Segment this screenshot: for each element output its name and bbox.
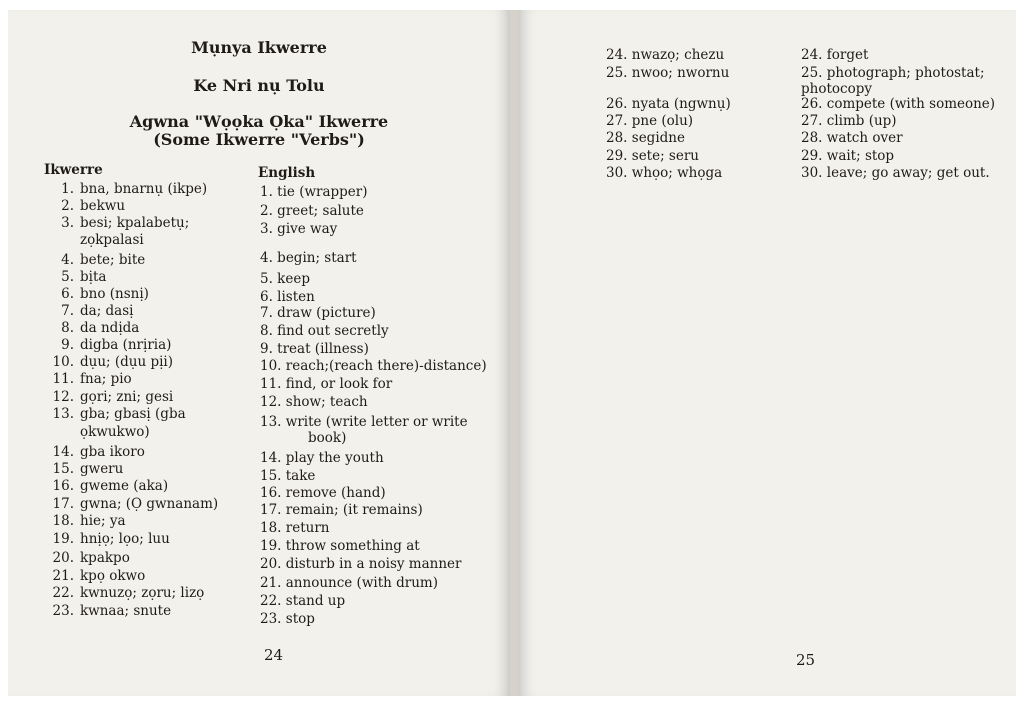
entry-number: 1. (61, 181, 74, 197)
ikwerre-entry (48, 303, 133, 319)
entry-text: bna, bnarnụ (ikpe) (80, 181, 208, 197)
column-header-ikwerre: Ikwerre (44, 162, 103, 178)
english-entry: 9. treat (illness) (260, 341, 369, 357)
ikwerre-entry (48, 286, 149, 302)
ikwerre-entry (48, 531, 170, 547)
page-subtitle: Ke Nri nụ Tolu (193, 76, 325, 95)
entry-number: 22. (52, 585, 74, 601)
english-entry: 23. stop (260, 611, 315, 627)
ikwerre-entry: 26. nyata (ngwnụ) (606, 96, 731, 112)
ikwerre-entry: 30. whọo; whọga (606, 165, 723, 181)
entry-text: gweme (aka) (80, 478, 169, 494)
english-entry: 24. forget (801, 47, 869, 63)
entry-number: 21. (52, 568, 74, 584)
entry-number: 17. (52, 496, 74, 512)
ikwerre-entry (48, 337, 171, 353)
english-entry: 11. find, or look for (260, 376, 393, 392)
ikwerre-entry: 24. nwazọ; chezu (606, 47, 725, 63)
section-subheading: (Some Ikwerre "Verbs") (153, 130, 365, 149)
english-entry: 19. throw something at (260, 538, 420, 554)
entry-text: digba (nrịria) (80, 337, 172, 353)
english-entry: 2. greet; salute (260, 203, 364, 219)
right-page (518, 10, 1016, 696)
section-heading: Agwna "Wọọka Ọka" Ikwerre (129, 112, 389, 131)
entry-text: da; dasị (80, 303, 134, 319)
english-entry: 28. watch over (801, 130, 903, 146)
entry-number: 23. (52, 603, 74, 619)
entry-number: 8. (61, 320, 74, 336)
entry-number: 7. (61, 303, 74, 319)
entry-text: dụu; (dụu pịi) (80, 354, 174, 370)
entry-number: 4. (61, 252, 74, 268)
entry-number: 5. (61, 269, 74, 285)
ikwerre-entry (48, 478, 168, 494)
entry-text: gweru (80, 461, 124, 477)
english-entry: 10. reach;(reach there)-distance) (260, 358, 487, 374)
ikwerre-entry (48, 496, 218, 512)
ikwerre-entry (48, 603, 171, 619)
english-entry: 4. begin; start (260, 250, 357, 266)
entry-text: besi; kpalabetụ; (80, 215, 190, 231)
entry-text: ọkwukwo) (80, 424, 150, 440)
english-entry: 16. remove (hand) (260, 485, 386, 501)
entry-number: 15. (52, 461, 74, 477)
entry-number: 2. (61, 198, 74, 214)
entry-text: gọri; zni; gesi (80, 389, 174, 405)
ikwerre-entry (48, 252, 145, 268)
english-entry: 1. tie (wrapper) (260, 184, 368, 200)
entry-text: gwna; (Ọ gwnanam) (80, 496, 219, 512)
page-number-right: 25 (796, 651, 816, 669)
english-entry: 21. announce (with drum) (260, 575, 438, 591)
entry-text: bno (nsnị) (80, 286, 149, 302)
ikwerre-entry (48, 444, 145, 460)
ikwerre-entry: 28. segidne (606, 130, 685, 146)
english-entry: 22. stand up (260, 593, 346, 609)
entry-number: 6. (61, 286, 74, 302)
english-entry: 25. photograph; photostat; (801, 65, 985, 81)
left-page (8, 10, 510, 696)
ikwerre-entry (48, 354, 173, 370)
entry-text: gba ikoro (80, 444, 145, 460)
entry-number: 12. (52, 389, 74, 405)
english-entry: 27. climb (up) (801, 113, 897, 129)
ikwerre-entry (48, 198, 125, 214)
ikwerre-entry: 27. pne (olu) (606, 113, 694, 129)
entry-number: 20. (52, 550, 74, 566)
ikwerre-entry (48, 513, 126, 529)
english-entry: 12. show; teach (260, 394, 368, 410)
english-entry: book) (308, 430, 347, 446)
english-entry: 26. compete (with someone) (801, 96, 996, 112)
english-entry: 29. wait; stop (801, 148, 895, 164)
entry-text: kwnaa; snute (80, 603, 172, 619)
entry-text: fna; pio (80, 371, 132, 387)
ikwerre-entry (48, 215, 189, 231)
page-number-left: 24 (264, 646, 284, 664)
entry-text: hnịọ; lọo; luu (80, 531, 170, 547)
ikwerre-entry (48, 320, 139, 336)
entry-text: zọkpalasi (80, 232, 144, 248)
english-entry: 30. leave; go away; get out. (801, 165, 990, 181)
ikwerre-entry (48, 550, 130, 566)
english-entry: photocopy (801, 81, 872, 97)
book-spread (8, 10, 1016, 696)
ikwerre-entry (48, 389, 173, 405)
english-entry: 7. draw (picture) (260, 305, 376, 321)
entry-number: 3. (61, 215, 74, 231)
entry-text: bekwu (80, 198, 126, 214)
ikwerre-entry (48, 406, 186, 422)
ikwerre-entry (48, 568, 145, 584)
entry-number: 14. (52, 444, 74, 460)
column-header-english: English (258, 165, 316, 181)
entry-text: kpọ okwo (80, 568, 146, 584)
english-entry: 6. listen (260, 289, 315, 305)
page-title: Mụnya Ikwerre (191, 38, 327, 57)
entry-text: gba; gbasị (gba (80, 406, 186, 422)
english-entry: 18. return (260, 520, 330, 536)
book-gutter (510, 10, 518, 696)
ikwerre-entry (48, 424, 150, 440)
ikwerre-entry: 25. nwoo; nwornu (606, 65, 730, 81)
ikwerre-entry (48, 181, 207, 197)
entry-number: 11. (52, 371, 74, 387)
english-entry: 15. take (260, 468, 316, 484)
entry-number: 18. (52, 513, 74, 529)
ikwerre-entry (48, 269, 106, 285)
english-entry: 14. play the youth (260, 450, 384, 466)
entry-number: 9. (61, 337, 74, 353)
ikwerre-entry (48, 585, 204, 601)
entry-text: da ndịda (80, 320, 140, 336)
entry-number: 16. (52, 478, 74, 494)
entry-text: bịta (80, 269, 107, 285)
entry-text: kwnuzọ; zọru; lizọ (80, 585, 205, 601)
english-entry: 20. disturb in a noisy manner (260, 556, 462, 572)
entry-text: bete; bite (80, 252, 146, 268)
entry-text: hie; ya (80, 513, 126, 529)
english-entry: 3. give way (260, 221, 338, 237)
english-entry: 13. write (write letter or write (260, 414, 468, 430)
ikwerre-entry (48, 232, 144, 248)
ikwerre-entry: 29. sete; seru (606, 148, 699, 164)
entry-number: 10. (52, 354, 74, 370)
entry-number: 13. (52, 406, 74, 422)
english-entry: 5. keep (260, 271, 310, 287)
english-entry: 17. remain; (it remains) (260, 502, 423, 518)
english-entry: 8. find out secretly (260, 323, 389, 339)
ikwerre-entry (48, 371, 132, 387)
entry-text: kpakpo (80, 550, 130, 566)
entry-number: 19. (52, 531, 74, 547)
ikwerre-entry (48, 461, 123, 477)
